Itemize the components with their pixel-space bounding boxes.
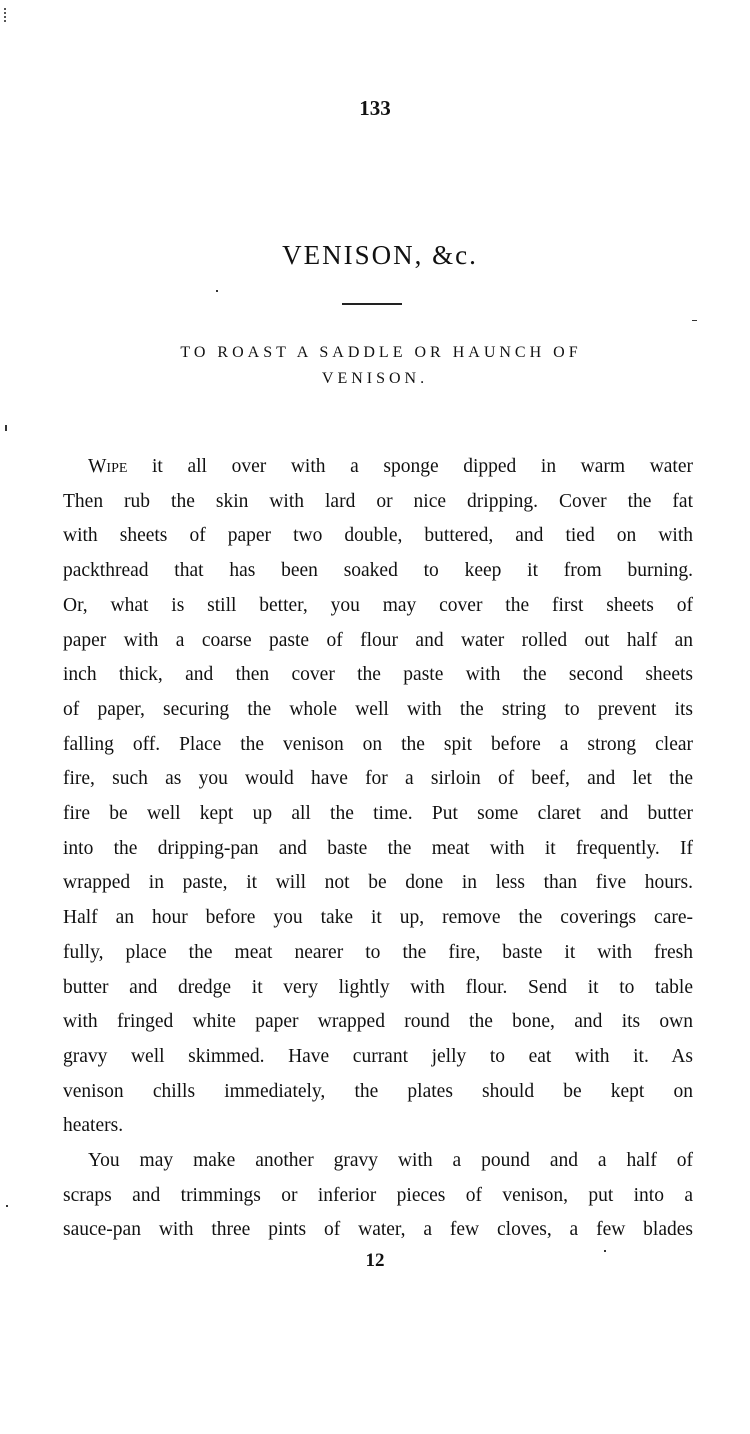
- text-line: [63, 1080, 693, 1104]
- text-line: [88, 1149, 693, 1173]
- section-heading-line-2: VENISON.: [321, 370, 429, 387]
- line-text: packthread that has been soaked to keep it from burning.: [63, 560, 693, 582]
- text-line: [63, 1184, 693, 1208]
- text-line: [63, 490, 693, 514]
- text-line: [63, 767, 693, 791]
- text-line: [63, 594, 693, 618]
- text-line: [63, 976, 693, 1000]
- scan-speck: [216, 290, 218, 292]
- line-text: scraps and trimmings or inferior pieces of venison, put into a: [63, 1184, 693, 1206]
- line-text: Or, what is still better, you may cover the first sheets of: [63, 594, 693, 616]
- line-text: paper with a coarse paste of flour and water rolled out half an: [63, 629, 693, 651]
- line-text: gravy well skimmed. Have currant jelly to eat with it. As: [63, 1045, 693, 1067]
- signature-mark: 12: [365, 1250, 385, 1271]
- line-text: inch thick, and then cover the paste with the second sheets: [63, 664, 693, 686]
- title-divider: [342, 303, 402, 305]
- text-line: [63, 802, 693, 826]
- line-text: falling off. Place the venison on the spit before a strong clear: [63, 733, 693, 755]
- scan-blemish: [4, 8, 18, 22]
- line-text: sauce-pan with three pints of water, a few cloves, a few blades: [63, 1219, 693, 1241]
- line-text: fire, such as you would have for a sirloin of beef, and let the: [63, 768, 693, 790]
- lead-word: Wipe: [88, 456, 128, 477]
- scan-speck: [6, 1205, 8, 1207]
- text-line: [63, 1114, 693, 1138]
- text-line: [63, 941, 693, 965]
- scan-speck: [604, 1250, 606, 1252]
- line-text: Half an hour before you take it up, remove the coverings care-: [63, 907, 693, 929]
- line-text: You may make another gravy with a pound and a half of: [88, 1150, 693, 1171]
- line-text: fire be well kept up all the time. Put some claret and butter: [63, 803, 693, 824]
- text-line: [63, 698, 693, 722]
- line-text: heaters.: [63, 1115, 124, 1137]
- text-line: [63, 733, 693, 757]
- line-text: of paper, securing the whole well with the string to prevent its: [63, 698, 693, 720]
- text-line: [63, 663, 693, 687]
- text-line: [63, 1010, 693, 1034]
- line-text: Then rub the skin with lard or nice dripping. Cover the fat: [63, 490, 693, 512]
- text-line: [88, 455, 693, 479]
- text-line: [63, 559, 693, 583]
- line-text: fully, place the meat nearer to the fire, baste it with fresh: [63, 941, 693, 963]
- section-heading-line-1: TO ROAST A SADDLE OR HAUNCH OF: [180, 344, 582, 361]
- chapter-title: VENISON, &c.: [282, 240, 478, 270]
- line-text: it all over with a sponge dipped in warm water: [127, 456, 693, 477]
- line-text: butter and dredge it very lightly with flour. Send it to table: [63, 976, 693, 998]
- scan-speck: [692, 320, 697, 321]
- line-text: into the dripping-pan and baste the meat with it frequently. If: [63, 837, 693, 859]
- text-line: [63, 906, 693, 930]
- text-line: [63, 1218, 693, 1242]
- text-line: [63, 837, 693, 861]
- line-text: wrapped in paste, it will not be done in less than five hours.: [63, 872, 693, 894]
- line-text: with sheets of paper two double, buttered, and tied on with: [63, 525, 693, 547]
- text-line: [63, 871, 693, 895]
- text-line: [63, 629, 693, 653]
- line-text: venison chills immediately, the plates should be kept on: [63, 1080, 693, 1102]
- text-line: [63, 524, 693, 548]
- line-text: with fringed white paper wrapped round the bone, and its own: [63, 1011, 693, 1033]
- page-number: 133: [359, 96, 391, 120]
- scan-speck: [5, 425, 7, 431]
- text-line: [63, 1045, 693, 1069]
